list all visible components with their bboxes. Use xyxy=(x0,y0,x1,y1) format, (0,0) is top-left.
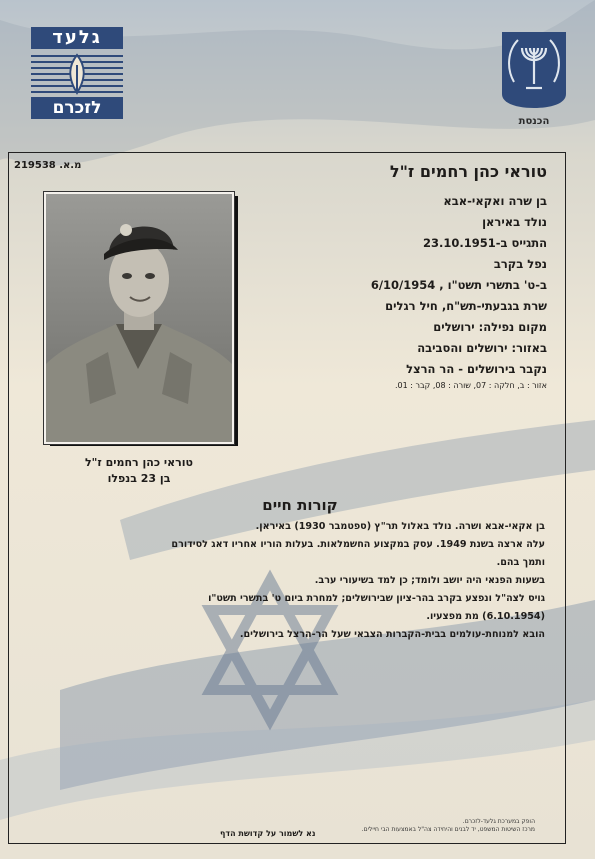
menorah-icon xyxy=(500,30,568,110)
personal-details xyxy=(247,162,547,392)
gilad-logo xyxy=(31,27,123,119)
biography-paragraph: הובא למנוחת-עולמים בבית-הקברות הצבאי שעל הר-הרצל בירושלים. xyxy=(239,629,545,640)
gilad-logo-title: גלעד xyxy=(31,27,123,49)
detail-line: בן שרה ואקאי-אבא xyxy=(443,194,547,208)
burial-location: אזור : ב, חלקה : 07, שורה : 08, קבר : 01. xyxy=(394,381,547,390)
photo-caption-age: בן 23 בנפלו xyxy=(107,472,171,485)
footer-credit-line: הופק במערכת גלעד-לזכרם. xyxy=(462,818,535,825)
footer-credits xyxy=(345,818,535,834)
detail-line: התגייס ב-23.10.1951 xyxy=(422,236,547,250)
detail-line: נפל בקרב xyxy=(493,257,547,271)
detail-line: מקום נפילה: ירושלים xyxy=(433,320,547,334)
biography-title: קורות חיים xyxy=(262,496,338,514)
detail-line: נולד באיראן xyxy=(482,215,547,229)
portrait-photo xyxy=(44,192,234,442)
detail-line: שרת בגבעתי-תש"ח, חיל רגלים xyxy=(385,299,547,313)
footer-sanctity-note: נא לשמור על קדושת הדף xyxy=(220,829,316,838)
knesset-emblem xyxy=(496,30,572,130)
footer-credit-line: מרכז השיטות המשפט, יד לבנים והיחידה צה"ל באמצעות הבי חיילים. xyxy=(361,826,535,833)
serial-number: מ.א. 219538 xyxy=(14,160,82,171)
detail-line: נקבר בירושלים - הר הרצל xyxy=(406,362,547,376)
detail-line: באזור: ירושלים והסביבה xyxy=(417,341,547,355)
flame-icon xyxy=(31,53,123,95)
lizkaram-logo-title: לזכרם xyxy=(31,97,123,119)
biography-text xyxy=(155,518,545,644)
biography-paragraph: בשעות הפנאי היה יושב ולומד; כן למד בשיעורי ערב. xyxy=(314,575,545,586)
detail-line: ב-ט' בתשרי תשט"ו , 6/10/1954 xyxy=(370,278,547,292)
photo-frame xyxy=(44,192,234,444)
soldier-name: טוראי כהן רחמים ז"ל xyxy=(389,162,547,181)
biography-paragraph: בן אקאי-אבא ושרה. נולד באלול תר"ץ (ספטמבר 1930) באיראן. xyxy=(255,521,545,532)
biography-paragraph: גויס לצה"ל ונפצע בקרב בהר-ציון שבירושלים; למחרת ביום ט' בתשרי תשט"ו (6.10.1954) מת מפצעיו. xyxy=(208,593,545,622)
photo-caption-name: טוראי כהן רחמים ז"ל xyxy=(85,456,193,469)
soldier-portrait-image xyxy=(46,194,232,442)
biography-paragraph: עלה ארצה בשנת 1949. עסק במקצוע החשמלאות. בעלות הוריו אחריו דאג לסידורם ותמך בהם. xyxy=(171,539,545,568)
knesset-label: הכנסת xyxy=(518,116,550,127)
